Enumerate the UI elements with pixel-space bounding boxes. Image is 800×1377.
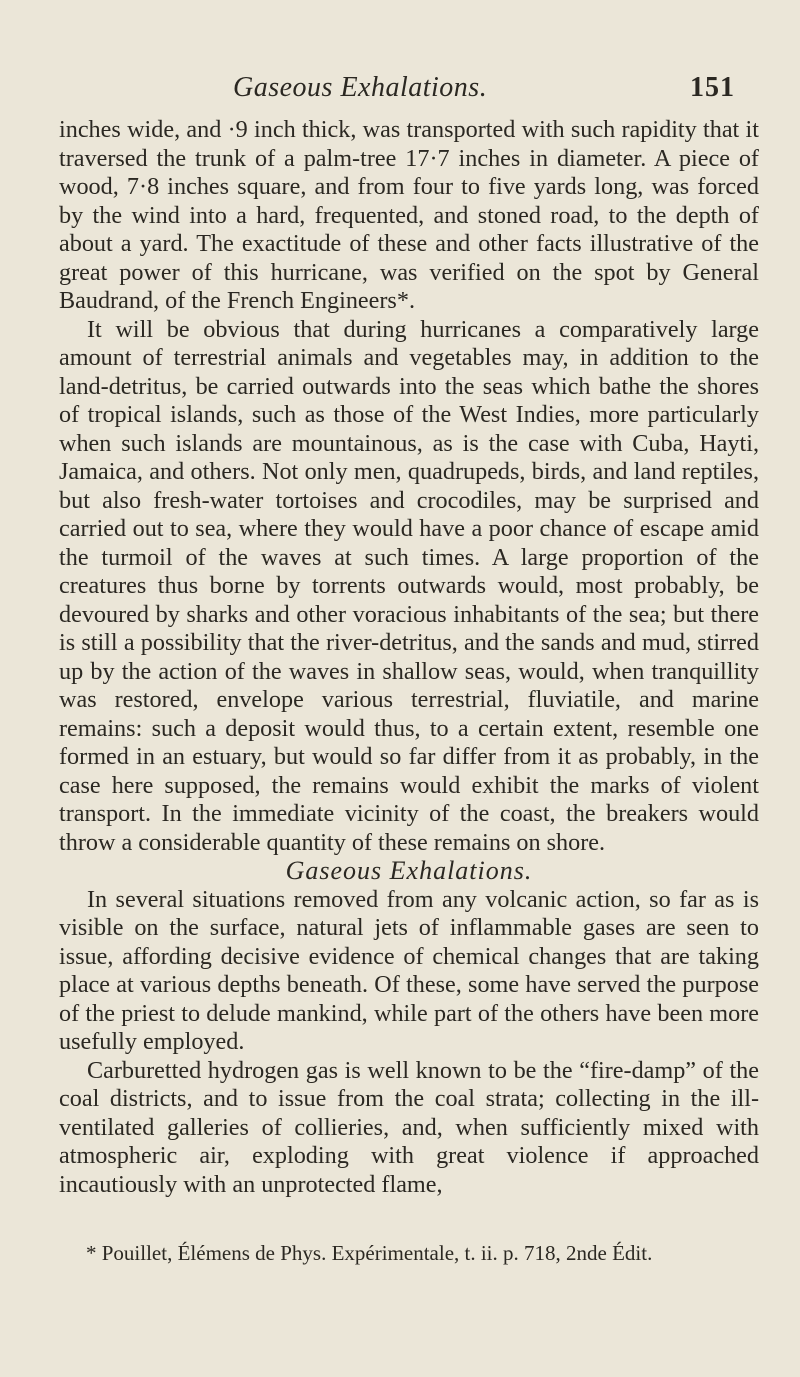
page-number: 151: [690, 72, 735, 103]
paragraph-1: inches wide, and ·9 inch thick, was transported with such rapidity that it traversed the trunk of a palm-tree 17·7 inches in diameter. A piece of wood, 7·8 inches square, and from four to five yards long, was forced by the wind into a hard, frequented, and stoned road, to the depth of about a yard. The exactitude of these and other facts illustrative of the great power of this hurricane, was verified on the spot by General Baudrand, of the French Engineers*.: [59, 116, 759, 314]
section-heading: Gaseous Exhalations.: [285, 856, 533, 885]
paragraph-2: It will be obvious that during hurricanes a comparatively large amount of terrestrial animals and vegetables may, in addition to the land-detritus, be carried outwards into the seas which bathe the shores of tropical islands, such as those of the West Indies, more particularly when such islands are mountainous, as is the case with Cuba, Hayti, Jamaica, and others. Not only men, quadrupeds, birds, and land reptiles, but also fresh-water tortoises and crocodiles, may be surprised and carried out to sea, where they would have a poor chance of escape amid the turmoil of the waves at such times. A large proportion of the creatures thus borne by torrents outwards would, most probably, be devoured by sharks and other voracious inhabitants of the sea; but there is still a possibility that the river-detritus, and the sands and mud, stirred up by the action of the waves in shallow seas, would, when tranquillity was restored, envelope various terrestrial, fluviatile, and marine remains: such a deposit would thus, to a certain extent, resemble one formed in an estuary, but would so far differ from it as probably, in the case here supposed, the remains would exhibit the marks of violent transport. In the immediate vicinity of the coast, the breakers would throw a considerable quantity of these remains on shore.: [59, 315, 759, 856]
body-text: [59, 116, 759, 1199]
paragraph-3: In several situations removed from any volcanic action, so far as is visible on the surface, natural jets of inflammable gases are seen to issue, affording decisive evidence of chemical changes that are taking place at various depths beneath. Of these, some have served the purpose of the priest to delude mankind, while part of the others have been more usefully employed.: [59, 885, 759, 1055]
running-title: Gaseous Exhalations.: [233, 72, 488, 103]
page-header: [0, 68, 800, 108]
paragraph-4: Carburetted hydrogen gas is well known to be the “fire-damp” of the coal districts, and to issue from the coal strata; collecting in the ill-ventilated galleries of collieries, and, when sufficiently mixed with atmospheric air, exploding with great violence if approached incautiously with an unprotected flame,: [59, 1056, 759, 1198]
footnote: * Pouillet, Élémens de Phys. Expérimentale, t. ii. p. 718, 2nde Édit.: [86, 1241, 653, 1265]
